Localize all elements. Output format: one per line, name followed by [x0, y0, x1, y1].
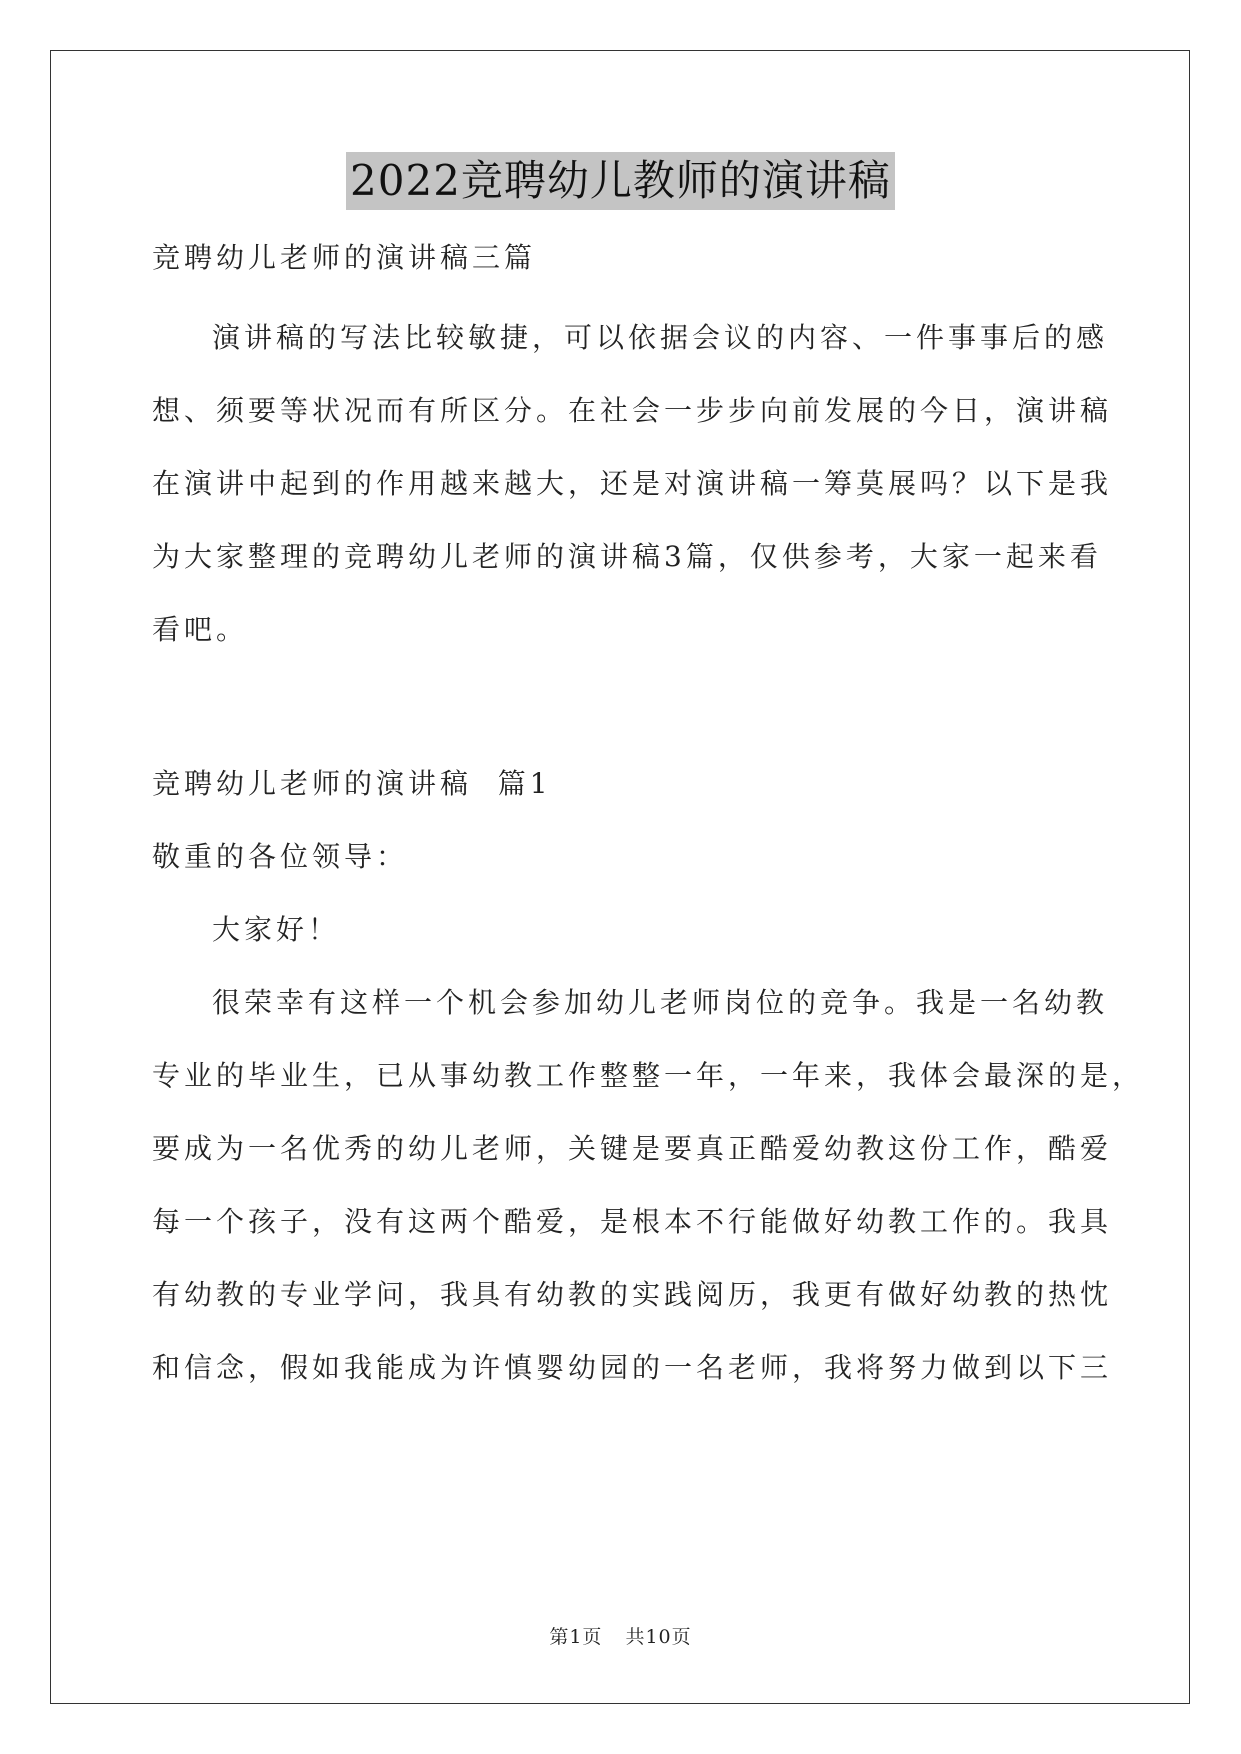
- body-line-4: 每一个孩子，没有这两个酷爱，是根本不行能做好幼教工作的。我具: [152, 1205, 1113, 1238]
- intro-line-3: 在演讲中起到的作用越来越大，还是对演讲稿一筹莫展吗？以下是我: [152, 467, 1113, 500]
- title-container: [0, 152, 1241, 210]
- subtitle: 竞聘幼儿老师的演讲稿三篇: [152, 241, 537, 274]
- section-heading: 竞聘幼儿老师的演讲稿 篇1: [152, 767, 552, 800]
- document-title: 2022竞聘幼儿教师的演讲稿: [346, 152, 895, 210]
- greeting: 大家好！: [212, 913, 341, 946]
- intro-line-2: 想、须要等状况而有所区分。在社会一步步向前发展的今日，演讲稿: [152, 394, 1113, 427]
- body-line-3: 要成为一名优秀的幼儿老师，关键是要真正酷爱幼教这份工作，酷爱: [152, 1132, 1113, 1165]
- page-footer: [0, 1622, 1241, 1649]
- intro-line-5: 看吧。: [152, 613, 249, 646]
- body-line-1: 很荣幸有这样一个机会参加幼儿老师岗位的竞争。我是一名幼教: [212, 986, 1109, 1019]
- intro-line-1: 演讲稿的写法比较敏捷，可以依据会议的内容、一件事事后的感: [212, 321, 1109, 354]
- intro-line-4: 为大家整理的竞聘幼儿老师的演讲稿3篇，仅供参考，大家一起来看: [152, 540, 1102, 573]
- page-number: 第1页: [549, 1626, 603, 1648]
- salutation: 敬重的各位领导：: [152, 840, 409, 873]
- body-line-5: 有幼教的专业学问，我具有幼教的实践阅历，我更有做好幼教的热忱: [152, 1278, 1113, 1311]
- page-total: 共10页: [625, 1626, 692, 1648]
- body-line-2: 专业的毕业生，已从事幼教工作整整一年，一年来，我体会最深的是，: [152, 1059, 1145, 1092]
- body-line-6: 和信念，假如我能成为许慎婴幼园的一名老师，我将努力做到以下三: [152, 1351, 1113, 1384]
- page-border: [50, 50, 1190, 1704]
